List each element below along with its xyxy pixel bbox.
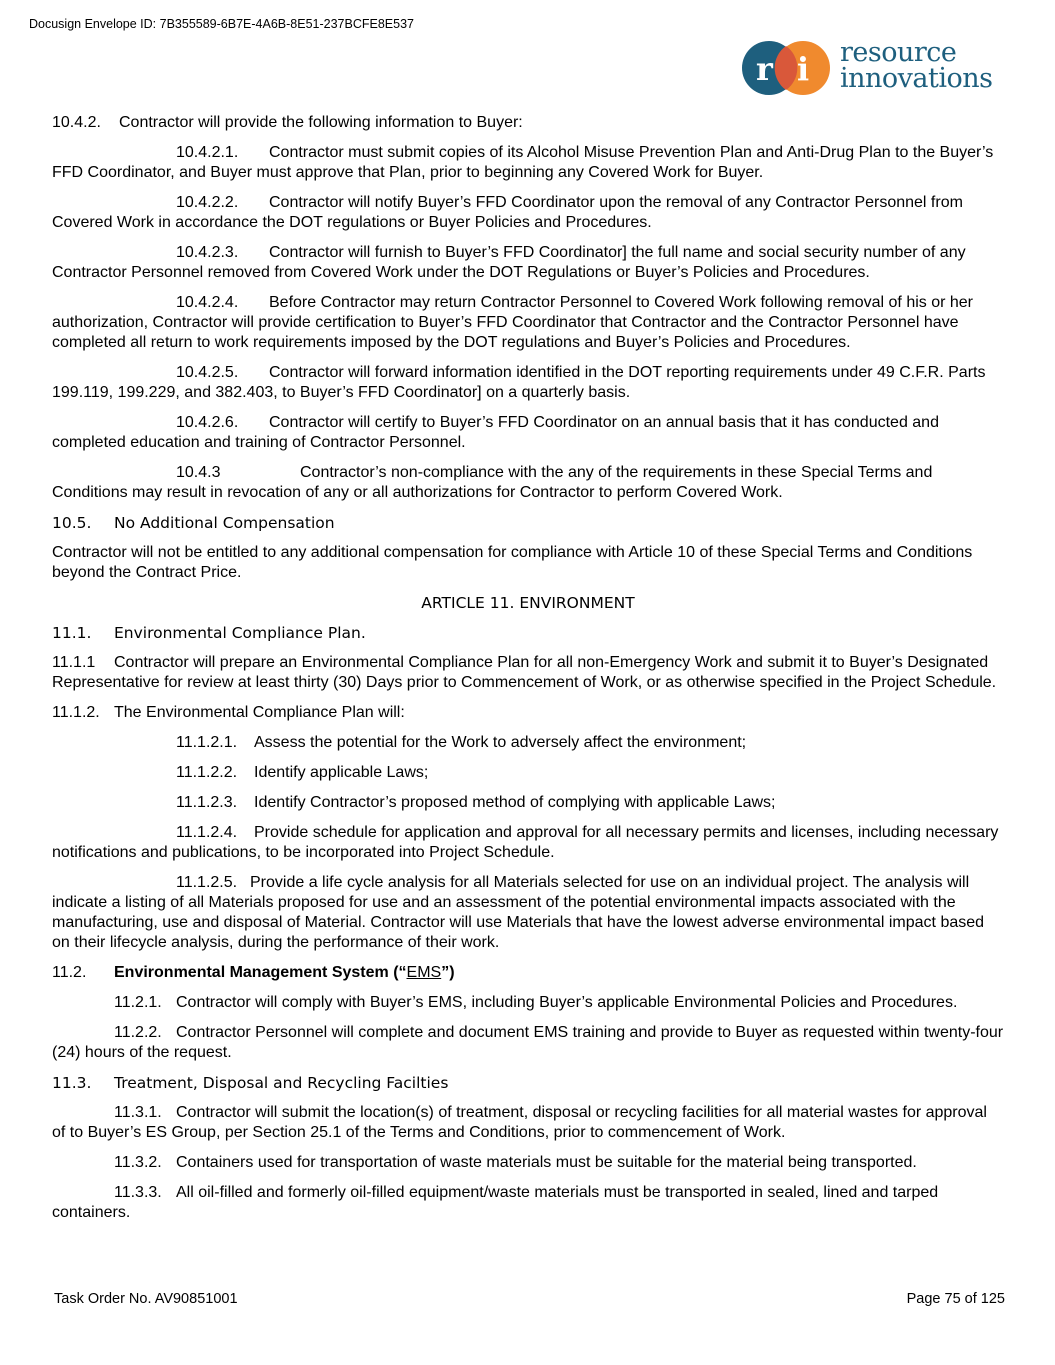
clause-10-4-2-6: 10.4.2.6. Contractor will certify to Buyer’s FFD Coordinator on an annual basis that it has conducted and completed education and training of Contractor Personnel. xyxy=(52,414,939,451)
clause-10-4-3: 10.4.3 Contractor’s non-compliance with the any of the requirements in these Special Terms and Conditions may result in revocation of any or all authorizations for Contractor to perform Covered Work. xyxy=(52,464,933,501)
clause-11-2-2: 11.2.2. Contractor Personnel will complete and document EMS training and provide to Buyer as requested within twenty-four (24) hours of the request. xyxy=(52,1024,1004,1061)
clause-10-4-2-3: 10.4.2.3. Contractor will furnish to Buyer’s FFD Coordinator] the full name and social security number of any Contractor Personnel removed from Covered Work under the DOT Regulations or Buyer’s Policies and Procedures. xyxy=(52,244,966,281)
logo-text-resource: resource xyxy=(840,37,957,68)
clause-11-3-2: 11.3.2. Containers used for transportation of waste materials must be suitable for the material being transported. xyxy=(114,1154,917,1171)
footer-task-order: Task Order No. AV90851001 xyxy=(54,1291,238,1307)
section-heading-11-1: 11.1. Environmental Compliance Plan. xyxy=(52,624,366,642)
document-body xyxy=(52,113,1004,1233)
docusign-envelope-id: Docusign Envelope ID: 7B355589-6B7E-4A6B-8E51-237BCFE8E537 xyxy=(29,17,414,31)
clause-11-1-2-2: 11.1.2.2. Identify applicable Laws; xyxy=(176,764,429,781)
clause-11-2-1: 11.2.1. Contractor will comply with Buyer’s EMS, including Buyer’s applicable Environmental Policies and Procedures. xyxy=(114,994,958,1011)
section-heading-10-5: 10.5. No Additional Compensation xyxy=(52,514,335,532)
clause-11-1-2-4: 11.1.2.4. Provide schedule for application and approval for all necessary permits and licenses, including necessary notifications and publications, to be incorporated into Project Schedule. xyxy=(52,824,999,861)
clause-11-1-2-1: 11.1.2.1. Assess the potential for the Work to adversely affect the environment; xyxy=(176,734,747,751)
logo-text-innovations: innovations xyxy=(840,63,993,94)
company-logo xyxy=(740,37,1015,98)
clause-10-4-2-1: 10.4.2.1. Contractor must submit copies of its Alcohol Misuse Prevention Plan and Anti-Drug Plan to the Buyer’s FFD Coordinator, and Buyer must approve that Plan, prior to beginning any Covered Work for Buyer. xyxy=(52,144,994,181)
svg-text:i: i xyxy=(797,50,810,88)
clause-11-1-2-5: 11.1.2.5. Provide a life cycle analysis for all Materials selected for use on an individual project. The analysis will indicate a listing of all Materials proposed for use and an assessment of the potential environmental impacts associated with the manufacturing, use and disposal of Material. Contractor will use Materials that have the lowest adverse environmental impact based on their lifecycle analysis, during the performance of their work. xyxy=(52,874,985,951)
clause-10-4-2: 10.4.2. Contractor will provide the following information to Buyer: xyxy=(52,114,523,131)
section-heading-11-2: 11.2. Environmental Management System (“EMS”) xyxy=(52,964,455,981)
clause-10-5-text: Contractor will not be entitled to any additional compensation for compliance with Article 10 of these Special Terms and Conditions beyond the Contract Price. xyxy=(52,544,973,581)
clause-11-3-3: 11.3.3. All oil-filled and formerly oil-filled equipment/waste materials must be transported in sealed, lined and tarped containers. xyxy=(52,1184,939,1221)
footer-page-number: Page 75 of 125 xyxy=(906,1291,1005,1307)
ri-logo-icon xyxy=(740,40,835,98)
clause-10-4-2-4: 10.4.2.4. Before Contractor may return Contractor Personnel to Covered Work following removal of his or her authorization, Contractor will provide certification to Buyer’s FFD Coordinator that Contractor and the Contractor Personnel have completed all return to work requirements imposed by the DOT regulations and Buyer’s Policies and Procedures. xyxy=(52,294,974,351)
clause-10-4-2-2: 10.4.2.2. Contractor will notify Buyer’s FFD Coordinator upon the removal of any Contractor Personnel from Covered Work in accordance the DOT regulations or Buyer Policies and Procedures. xyxy=(52,194,963,231)
clause-11-1-1: 11.1.1 Contractor will prepare an Environmental Compliance Plan for all non-Emergency Work and submit it to Buyer’s Designated Representative for review at least thirty (30) Days prior to Commencement of Work, or as otherwise specified in the Project Schedule. xyxy=(52,654,997,691)
clause-11-3-1: 11.3.1. Contractor will submit the location(s) of treatment, disposal or recycling facilities for all material wastes for approval of to Buyer’s ES Group, per Section 25.1 of the Terms and Conditions, prior to commencement of Work. xyxy=(52,1104,987,1141)
svg-text:r: r xyxy=(756,50,773,88)
clause-11-1-2-3: 11.1.2.3. Identify Contractor’s proposed method of complying with applicable Laws; xyxy=(176,794,776,811)
clause-10-4-2-5: 10.4.2.5. Contractor will forward information identified in the DOT reporting requirements under 49 C.F.R. Parts 199.119, 199.229, and 382.403, to Buyer’s FFD Coordinator] on a quarterly basis. xyxy=(52,364,986,401)
article-11-heading: ARTICLE 11. ENVIRONMENT xyxy=(421,594,635,612)
clause-11-1-2: 11.1.2. The Environmental Compliance Plan will: xyxy=(52,704,405,721)
section-heading-11-3: 11.3. Treatment, Disposal and Recycling Facilties xyxy=(52,1074,449,1092)
